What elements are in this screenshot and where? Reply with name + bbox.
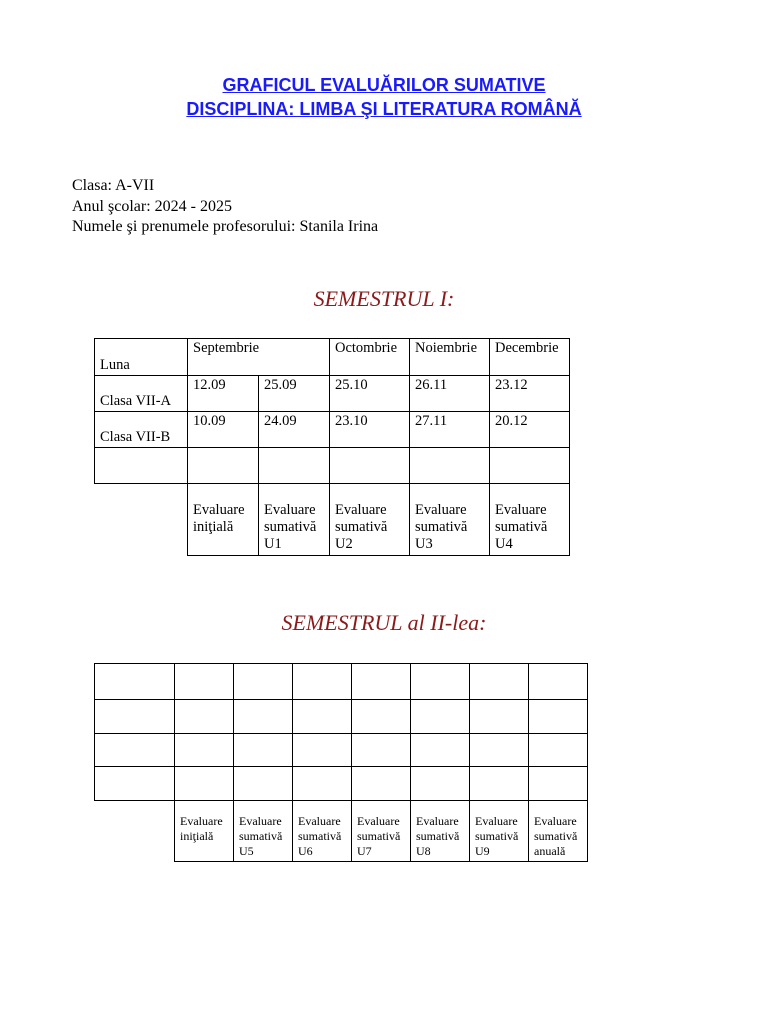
table-row [95,700,588,734]
empty-cell [95,734,175,767]
empty-cell [330,448,410,484]
empty-cell [470,664,529,700]
empty-cell [411,767,470,801]
evaluation-type-cell: Evaluare sumativă U9 [470,801,529,862]
month-header-label: Luna [95,339,188,376]
empty-cell [529,664,588,700]
date-cell: 27.11 [410,412,490,448]
table-row [95,734,588,767]
date-cell: 25.10 [330,376,410,412]
date-cell: 20.12 [490,412,570,448]
evaluation-type-cell: Evaluare sumativă U7 [352,801,411,862]
empty-cell [529,700,588,734]
empty-cell [529,734,588,767]
empty-cell [175,700,234,734]
month-september: Septembrie [188,339,330,376]
empty-cell [470,700,529,734]
date-cell: 23.10 [330,412,410,448]
evaluation-type-cell: Evaluare iniţială [175,801,234,862]
evaluation-type-cell: Evaluare sumativă U5 [234,801,293,862]
empty-cell [259,448,330,484]
evaluation-type-cell: Evaluare sumativă U6 [293,801,352,862]
evaluation-type-cell: Evaluare sumativă U8 [411,801,470,862]
empty-cell [175,734,234,767]
evaluation-type-cell: Evaluare iniţială [188,484,259,556]
empty-cell [234,664,293,700]
document-title-line-1: GRAFICUL EVALUĂRILOR SUMATIVE [222,75,546,95]
table-row [95,664,588,700]
empty-cell [411,700,470,734]
date-cell: 10.09 [188,412,259,448]
evaluation-type-cell: Evaluare sumativă anuală [529,801,588,862]
empty-cell [175,664,234,700]
date-cell: 23.12 [490,376,570,412]
semester-2-heading: SEMESTRUL al II-lea: [281,610,487,635]
empty-cell [95,700,175,734]
class-info: Clasa: A-VII [72,177,155,194]
empty-cell [490,448,570,484]
table-row [95,484,570,556]
semester-1-table [94,338,570,556]
table-row [95,339,570,376]
table-row [95,448,570,484]
empty-cell [188,448,259,484]
month-november: Noiembrie [410,339,490,376]
date-cell: 25.09 [259,376,330,412]
empty-cell [234,734,293,767]
table-row [95,376,570,412]
teacher-info: Numele şi prenumele profesorului: Stanila Irina [72,218,379,235]
empty-cell [293,734,352,767]
empty-cell [175,767,234,801]
month-october: Octombrie [330,339,410,376]
evaluation-type-cell: Evaluare sumativă U1 [259,484,330,556]
empty-cell [352,664,411,700]
date-cell: 24.09 [259,412,330,448]
empty-cell [411,664,470,700]
evaluation-type-cell: Evaluare sumativă U4 [490,484,570,556]
empty-cell [234,767,293,801]
table-row [95,412,570,448]
semester-2-table [94,663,588,862]
date-cell: 12.09 [188,376,259,412]
empty-cell [95,484,188,556]
empty-cell [470,767,529,801]
date-cell: 26.11 [410,376,490,412]
evaluation-type-cell: Evaluare sumativă U2 [330,484,410,556]
empty-cell [95,448,188,484]
empty-cell [95,801,175,862]
empty-cell [470,734,529,767]
document-title-line-2: DISCIPLINA: LIMBA ŞI LITERATURA ROMÂNĂ [186,99,582,119]
empty-cell [529,767,588,801]
empty-cell [352,767,411,801]
table-row [95,767,588,801]
empty-cell [293,700,352,734]
empty-cell [95,664,175,700]
class-label: Clasa VII-B [95,412,188,448]
empty-cell [293,767,352,801]
evaluation-type-cell: Evaluare sumativă U3 [410,484,490,556]
empty-cell [95,767,175,801]
month-december: Decembrie [490,339,570,376]
semester-1-heading: SEMESTRUL I: [313,286,455,311]
empty-cell [352,734,411,767]
school-year-info: Anul şcolar: 2024 - 2025 [72,198,232,215]
empty-cell [411,734,470,767]
empty-cell [410,448,490,484]
empty-cell [293,664,352,700]
empty-cell [234,700,293,734]
empty-cell [352,700,411,734]
table-row [95,801,588,862]
class-label: Clasa VII-A [95,376,188,412]
